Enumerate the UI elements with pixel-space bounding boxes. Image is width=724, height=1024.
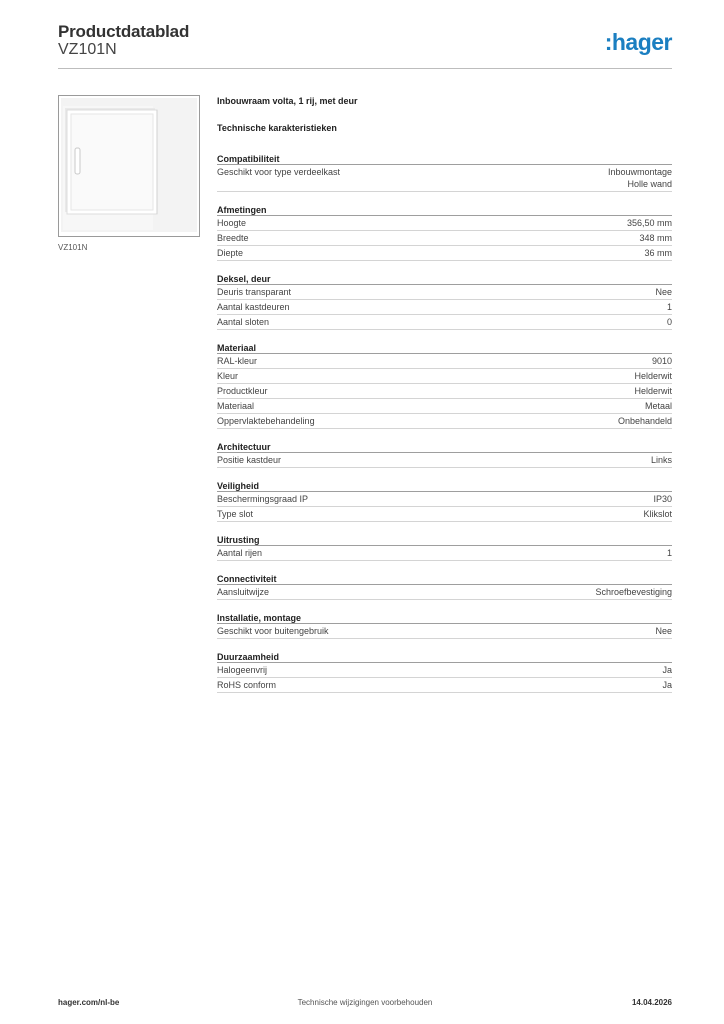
spec-value: Metaal [644, 401, 672, 411]
product-code: VZ101N [58, 41, 117, 58]
spec-label: Diepte [217, 248, 244, 258]
spec-row [217, 414, 672, 429]
spec-label: RAL-kleur [217, 356, 258, 366]
spec-row [217, 246, 672, 261]
spec-value: IP30 [653, 494, 672, 504]
spec-value: 356,50 mm [626, 218, 672, 228]
spec-value: Klikslot [643, 509, 672, 519]
spec-value: Links [650, 455, 672, 465]
spec-row [217, 546, 672, 561]
spec-label: Aantal rijen [217, 548, 263, 558]
spec-row [217, 369, 672, 384]
spec-value-line: Holle wand [627, 179, 672, 189]
section-material: Materiaal [217, 338, 672, 354]
spec-label: Aantal kastdeuren [217, 302, 290, 312]
spec-row [217, 453, 672, 468]
spec-value: Ja [662, 665, 672, 675]
image-caption: VZ101N [58, 243, 88, 252]
spec-label: Deuris transparant [217, 287, 292, 297]
spec-label: RoHS conform [217, 680, 277, 690]
spec-label: Type slot [217, 509, 254, 519]
document-title: Productdatablad [58, 22, 190, 41]
spec-row [217, 399, 672, 414]
spec-value: Nee [655, 287, 672, 297]
spec-label: Materiaal [217, 401, 255, 411]
section-sustainability: Duurzaamheid [217, 647, 672, 663]
spec-label: Positie kastdeur [217, 455, 282, 465]
spec-value: 0 [666, 317, 672, 327]
spec-value: Ja [662, 680, 672, 690]
spec-row [217, 231, 672, 246]
technical-characteristics-heading: Technische karakteristieken [217, 123, 337, 133]
spec-label: Geschikt voor type verdeelkast [217, 167, 341, 177]
spec-label: Oppervlaktebehandeling [217, 416, 315, 426]
product-description: Inbouwraam volta, 1 rij, met deur [217, 96, 358, 106]
product-image [58, 95, 200, 237]
header-divider [58, 68, 672, 69]
section-connectivity: Connectiviteit [217, 569, 672, 585]
spec-label: Aansluitwijze [217, 587, 270, 597]
spec-label: Beschermingsgraad IP [217, 494, 309, 504]
section-safety: Veiligheid [217, 476, 672, 492]
spec-label: Aantal sloten [217, 317, 270, 327]
spec-value: Helderwit [634, 386, 672, 396]
spec-value: 1 [666, 302, 672, 312]
disclaimer: Technische wijzigingen voorbehouden [297, 998, 433, 1007]
spec-row [217, 384, 672, 399]
spec-value [608, 166, 672, 190]
spec-value: 1 [666, 548, 672, 558]
spec-row [217, 507, 672, 522]
spec-row [217, 300, 672, 315]
hager-logo: :hager [604, 29, 672, 55]
section-cover-door: Deksel, deur [217, 269, 672, 285]
spec-row [217, 585, 672, 600]
document-date: 14.04.2026 [631, 998, 672, 1007]
spec-value: 348 mm [639, 233, 672, 243]
spec-label: Geschikt voor buitengebruik [217, 626, 329, 636]
spec-row [217, 216, 672, 231]
website-link[interactable]: hager.com/nl-be [58, 998, 120, 1007]
page-footer [58, 998, 672, 1012]
spec-row [217, 678, 672, 693]
spec-value: Schroefbevestiging [595, 587, 672, 597]
spec-row [217, 624, 672, 639]
spec-value: 36 mm [644, 248, 672, 258]
spec-value: Onbehandeld [617, 416, 672, 426]
section-installation: Installatie, montage [217, 608, 672, 624]
spec-label: Hoogte [217, 218, 247, 228]
section-compatibility: Compatibiliteit [217, 149, 672, 165]
spec-value: Nee [655, 626, 672, 636]
section-dimensions: Afmetingen [217, 200, 672, 216]
spec-label: Kleur [217, 371, 239, 381]
specifications [217, 95, 672, 693]
page-header [58, 20, 672, 70]
spec-row [217, 492, 672, 507]
spec-value-line: Inbouwmontage [607, 167, 672, 177]
spec-row [217, 285, 672, 300]
spec-label: Halogeenvrij [217, 665, 268, 675]
spec-row [217, 354, 672, 369]
spec-row [217, 663, 672, 678]
spec-row [217, 165, 672, 192]
spec-label: Productkleur [217, 386, 268, 396]
spec-row [217, 315, 672, 330]
section-architecture: Architectuur [217, 437, 672, 453]
spec-value: 9010 [651, 356, 672, 366]
spec-label: Breedte [217, 233, 249, 243]
enclosure-door-illustration [59, 96, 199, 236]
spec-value: Helderwit [634, 371, 672, 381]
section-equipment: Uitrusting [217, 530, 672, 546]
